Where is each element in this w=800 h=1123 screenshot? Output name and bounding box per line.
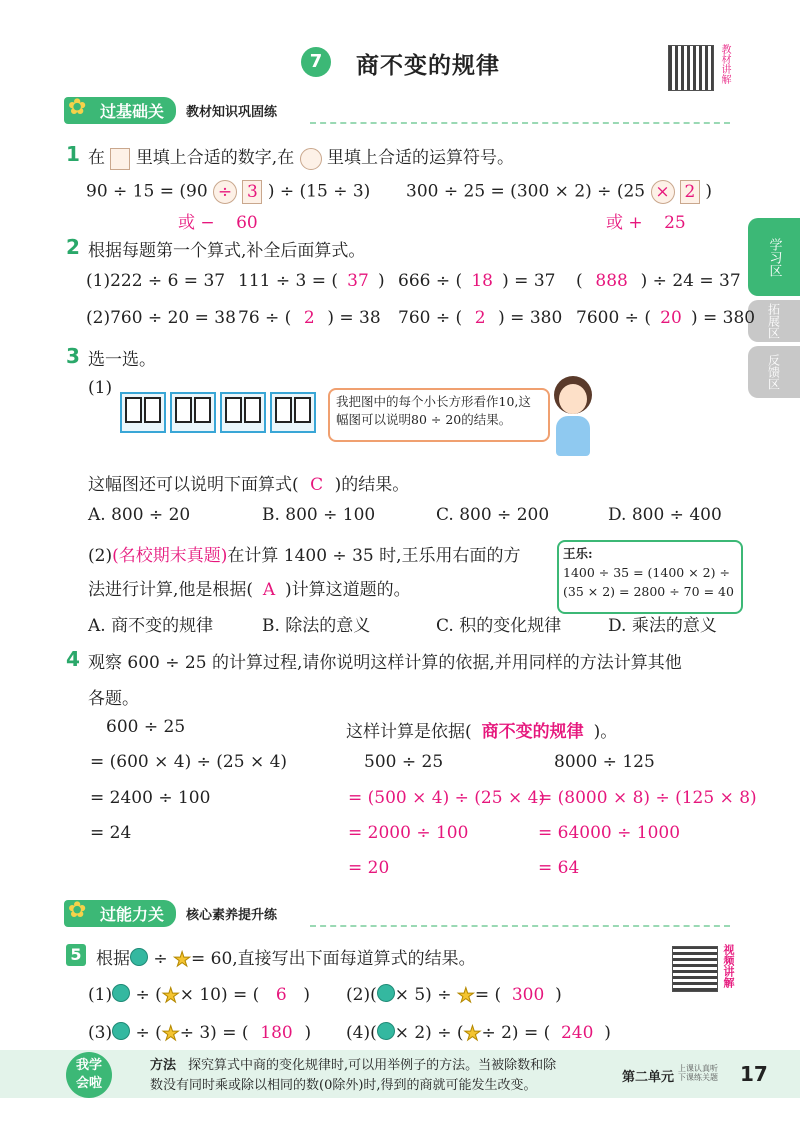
- star-icon: ★: [456, 983, 475, 1007]
- q3-part2-line1: (2)(名校期末真题)在计算 1400 ÷ 35 时,王乐用右面的方: [88, 546, 521, 566]
- section-basic-divider: [310, 122, 730, 124]
- q2-r2-c2: 76 ÷ ( 2 ) = 38: [238, 308, 381, 328]
- unit-sublabel: 上课认真听 下课练关题: [678, 1064, 718, 1082]
- blank-box-icon: [110, 148, 130, 170]
- q4-col1-line: = 2000 ÷ 100: [348, 823, 469, 843]
- lesson-number-badge: 7: [301, 47, 331, 77]
- q1-left-alt: 或 − 60: [178, 213, 258, 233]
- q4-example-line: = (600 × 4) ÷ (25 × 4): [90, 752, 288, 772]
- speech-bubble: 我把图中的每个小长方形看作10,这幅图可以说明80 ÷ 20的结果。: [328, 388, 550, 442]
- footer-badge: 我学会啦: [66, 1052, 112, 1098]
- num-box[interactable]: 2: [680, 180, 700, 204]
- q4-prompt-line2: 各题。: [88, 689, 139, 709]
- unit-label: 第二单元: [622, 1070, 675, 1085]
- q3-option2-d[interactable]: D. 乘法的意义: [608, 616, 717, 636]
- note-line1: 1400 ÷ 35 = (1400 × 2) ÷: [563, 565, 730, 580]
- section-ability-tag: ✿ 过能力关: [64, 900, 176, 927]
- q4-col2-line: = (8000 × 8) ÷ (125 × 8): [538, 788, 757, 808]
- q3-option-a[interactable]: A. 800 ÷ 20: [88, 505, 191, 525]
- q4-col1-line: = (500 × 4) ÷ (25 × 4): [348, 788, 546, 808]
- section-basic-tag: ✿ 过基础关: [64, 97, 176, 124]
- girl-character-icon: [550, 376, 596, 458]
- ball-icon: [112, 984, 130, 1002]
- tab-study[interactable]: 学习区: [748, 218, 800, 296]
- q3-prompt: 选一选。: [88, 350, 156, 370]
- note-line2: (35 × 2) = 2800 ÷ 70 = 40: [563, 584, 734, 599]
- qr-code-icon[interactable]: [672, 946, 718, 992]
- q4-col1-line: 500 ÷ 25: [364, 752, 444, 772]
- q2-r1-c2: 111 ÷ 3 = ( 37 ): [238, 271, 385, 291]
- q4-col2-line: = 64: [538, 858, 580, 878]
- q1-right-equation: 300 ÷ 25 = (300 × 2) ÷ (25 × 2 ): [406, 181, 712, 202]
- rectangle-group: [120, 392, 166, 433]
- op-circle[interactable]: ×: [651, 180, 675, 204]
- q3-option2-c[interactable]: C. 积的变化规律: [436, 616, 562, 636]
- q4-basis: 这样计算是依据( 商不变的规律 )。: [346, 722, 618, 742]
- q4-col2-line: = 64000 ÷ 1000: [538, 823, 681, 843]
- op-circle[interactable]: ÷: [213, 180, 237, 204]
- exam-tag: (名校期末真题): [112, 546, 228, 566]
- ball-icon: [112, 1022, 130, 1040]
- q4-example-line: = 2400 ÷ 100: [90, 788, 211, 808]
- q2-r1-c4: ( 888 ) ÷ 24 = 37: [576, 271, 741, 291]
- tab-extend[interactable]: 拓展区: [748, 300, 800, 342]
- note-title: 王乐:: [563, 546, 593, 561]
- star-icon: ★: [463, 1021, 482, 1045]
- rectangle-group: [220, 392, 266, 433]
- question-number: 5: [66, 944, 86, 966]
- q4-prompt-line1: 观察 600 ÷ 25 的计算过程,请你说明这样计算的依据,并用同样的方法计算其他: [88, 653, 682, 673]
- question-number: 1: [66, 142, 80, 166]
- q2-r2-c1: (2)760 ÷ 20 = 38: [86, 308, 236, 328]
- q3-option2-b[interactable]: B. 除法的意义: [262, 616, 371, 636]
- page-title: 商不变的规律: [356, 53, 500, 79]
- rectangle-groups-figure: [120, 392, 320, 433]
- q1-left-equation: 90 ÷ 15 = (90 ÷ 3 ) ÷ (15 ÷ 3): [86, 181, 371, 202]
- section-ability-divider: [310, 925, 730, 927]
- q3-option-c[interactable]: C. 800 ÷ 200: [436, 505, 550, 525]
- q5-item2: (2)( × 5) ÷ ★= ( 300 ): [346, 983, 562, 1007]
- q5-item1: (1) ÷ (★× 10) = ( 6 ): [88, 983, 310, 1007]
- flower-icon: ✿: [68, 897, 87, 923]
- question-number: 2: [66, 235, 80, 259]
- rectangle-group: [270, 392, 316, 433]
- q3-option-d[interactable]: D. 800 ÷ 400: [608, 505, 722, 525]
- q2-r1-c3: 666 ÷ ( 18 ) = 37: [398, 271, 556, 291]
- tab-feedback[interactable]: 反馈区: [748, 346, 800, 398]
- q3-part1-label: (1): [88, 378, 113, 398]
- rectangle-group: [170, 392, 216, 433]
- question-number: 4: [66, 647, 80, 671]
- q4-example-line: = 24: [90, 823, 132, 843]
- q5-item3: (3) ÷ (★÷ 3) = ( 180 ): [88, 1021, 312, 1045]
- section-basic-subtitle: 教材知识巩固练: [186, 104, 278, 120]
- q3-option-b[interactable]: B. 800 ÷ 100: [262, 505, 376, 525]
- q3-option2-a[interactable]: A. 商不变的规律: [88, 616, 214, 636]
- section-basic-banner: [64, 94, 278, 123]
- footer-method: 方法 探究算式中商的变化规律时,可以用举例子的方法。当被除数和除 数没有同时乘或除以相同的数(0除外)时,得到的商就可能发生改变。: [150, 1058, 557, 1093]
- video-label: 视频讲解: [722, 944, 735, 988]
- section-ability-banner: [64, 897, 278, 926]
- flower-icon: ✿: [68, 94, 87, 120]
- method-label: 方法: [150, 1058, 177, 1073]
- question-number: 3: [66, 344, 80, 368]
- star-icon: ★: [161, 983, 180, 1007]
- wang-le-note: [557, 540, 743, 614]
- q2-r2-c3: 760 ÷ ( 2 ) = 380: [398, 308, 563, 328]
- qr-label: 教材讲解: [719, 44, 730, 84]
- star-icon: ★: [161, 1021, 180, 1045]
- q5-prompt: 根据 ÷ ★= 60,直接写出下面每道算式的结果。: [96, 947, 476, 971]
- q4-example-line: 600 ÷ 25: [106, 717, 186, 737]
- ball-icon: [377, 984, 395, 1002]
- q3-question1: 这幅图还可以说明下面算式( C )的结果。: [88, 475, 410, 495]
- star-icon: ★: [173, 947, 191, 971]
- q4-col2-line: 8000 ÷ 125: [554, 752, 655, 772]
- q1-right-alt: 或 + 25: [606, 213, 686, 233]
- q1-prompt: 在 里填上合适的数字,在 里填上合适的运算符号。: [88, 148, 515, 168]
- q2-prompt: 根据每题第一个算式,补全后面算式。: [88, 241, 366, 261]
- q4-col1-line: = 20: [348, 858, 390, 878]
- q2-r1-c1: (1)222 ÷ 6 = 37: [86, 271, 226, 291]
- ball-icon: [377, 1022, 395, 1040]
- qr-code-icon[interactable]: [668, 45, 714, 91]
- ball-icon: [130, 948, 148, 966]
- blank-circle-icon: [300, 148, 322, 170]
- q3-part2-line2: 法进行计算,他是根据( A )计算这道题的。: [88, 580, 411, 600]
- q2-r2-c4: 7600 ÷ ( 20 ) = 380: [576, 308, 756, 328]
- q5-item4: (4)( × 2) ÷ (★÷ 2) = ( 240 ): [346, 1021, 611, 1045]
- num-box[interactable]: 3: [242, 180, 262, 204]
- page-number: 17: [740, 1062, 768, 1086]
- section-ability-subtitle: 核心素养提升练: [186, 907, 278, 923]
